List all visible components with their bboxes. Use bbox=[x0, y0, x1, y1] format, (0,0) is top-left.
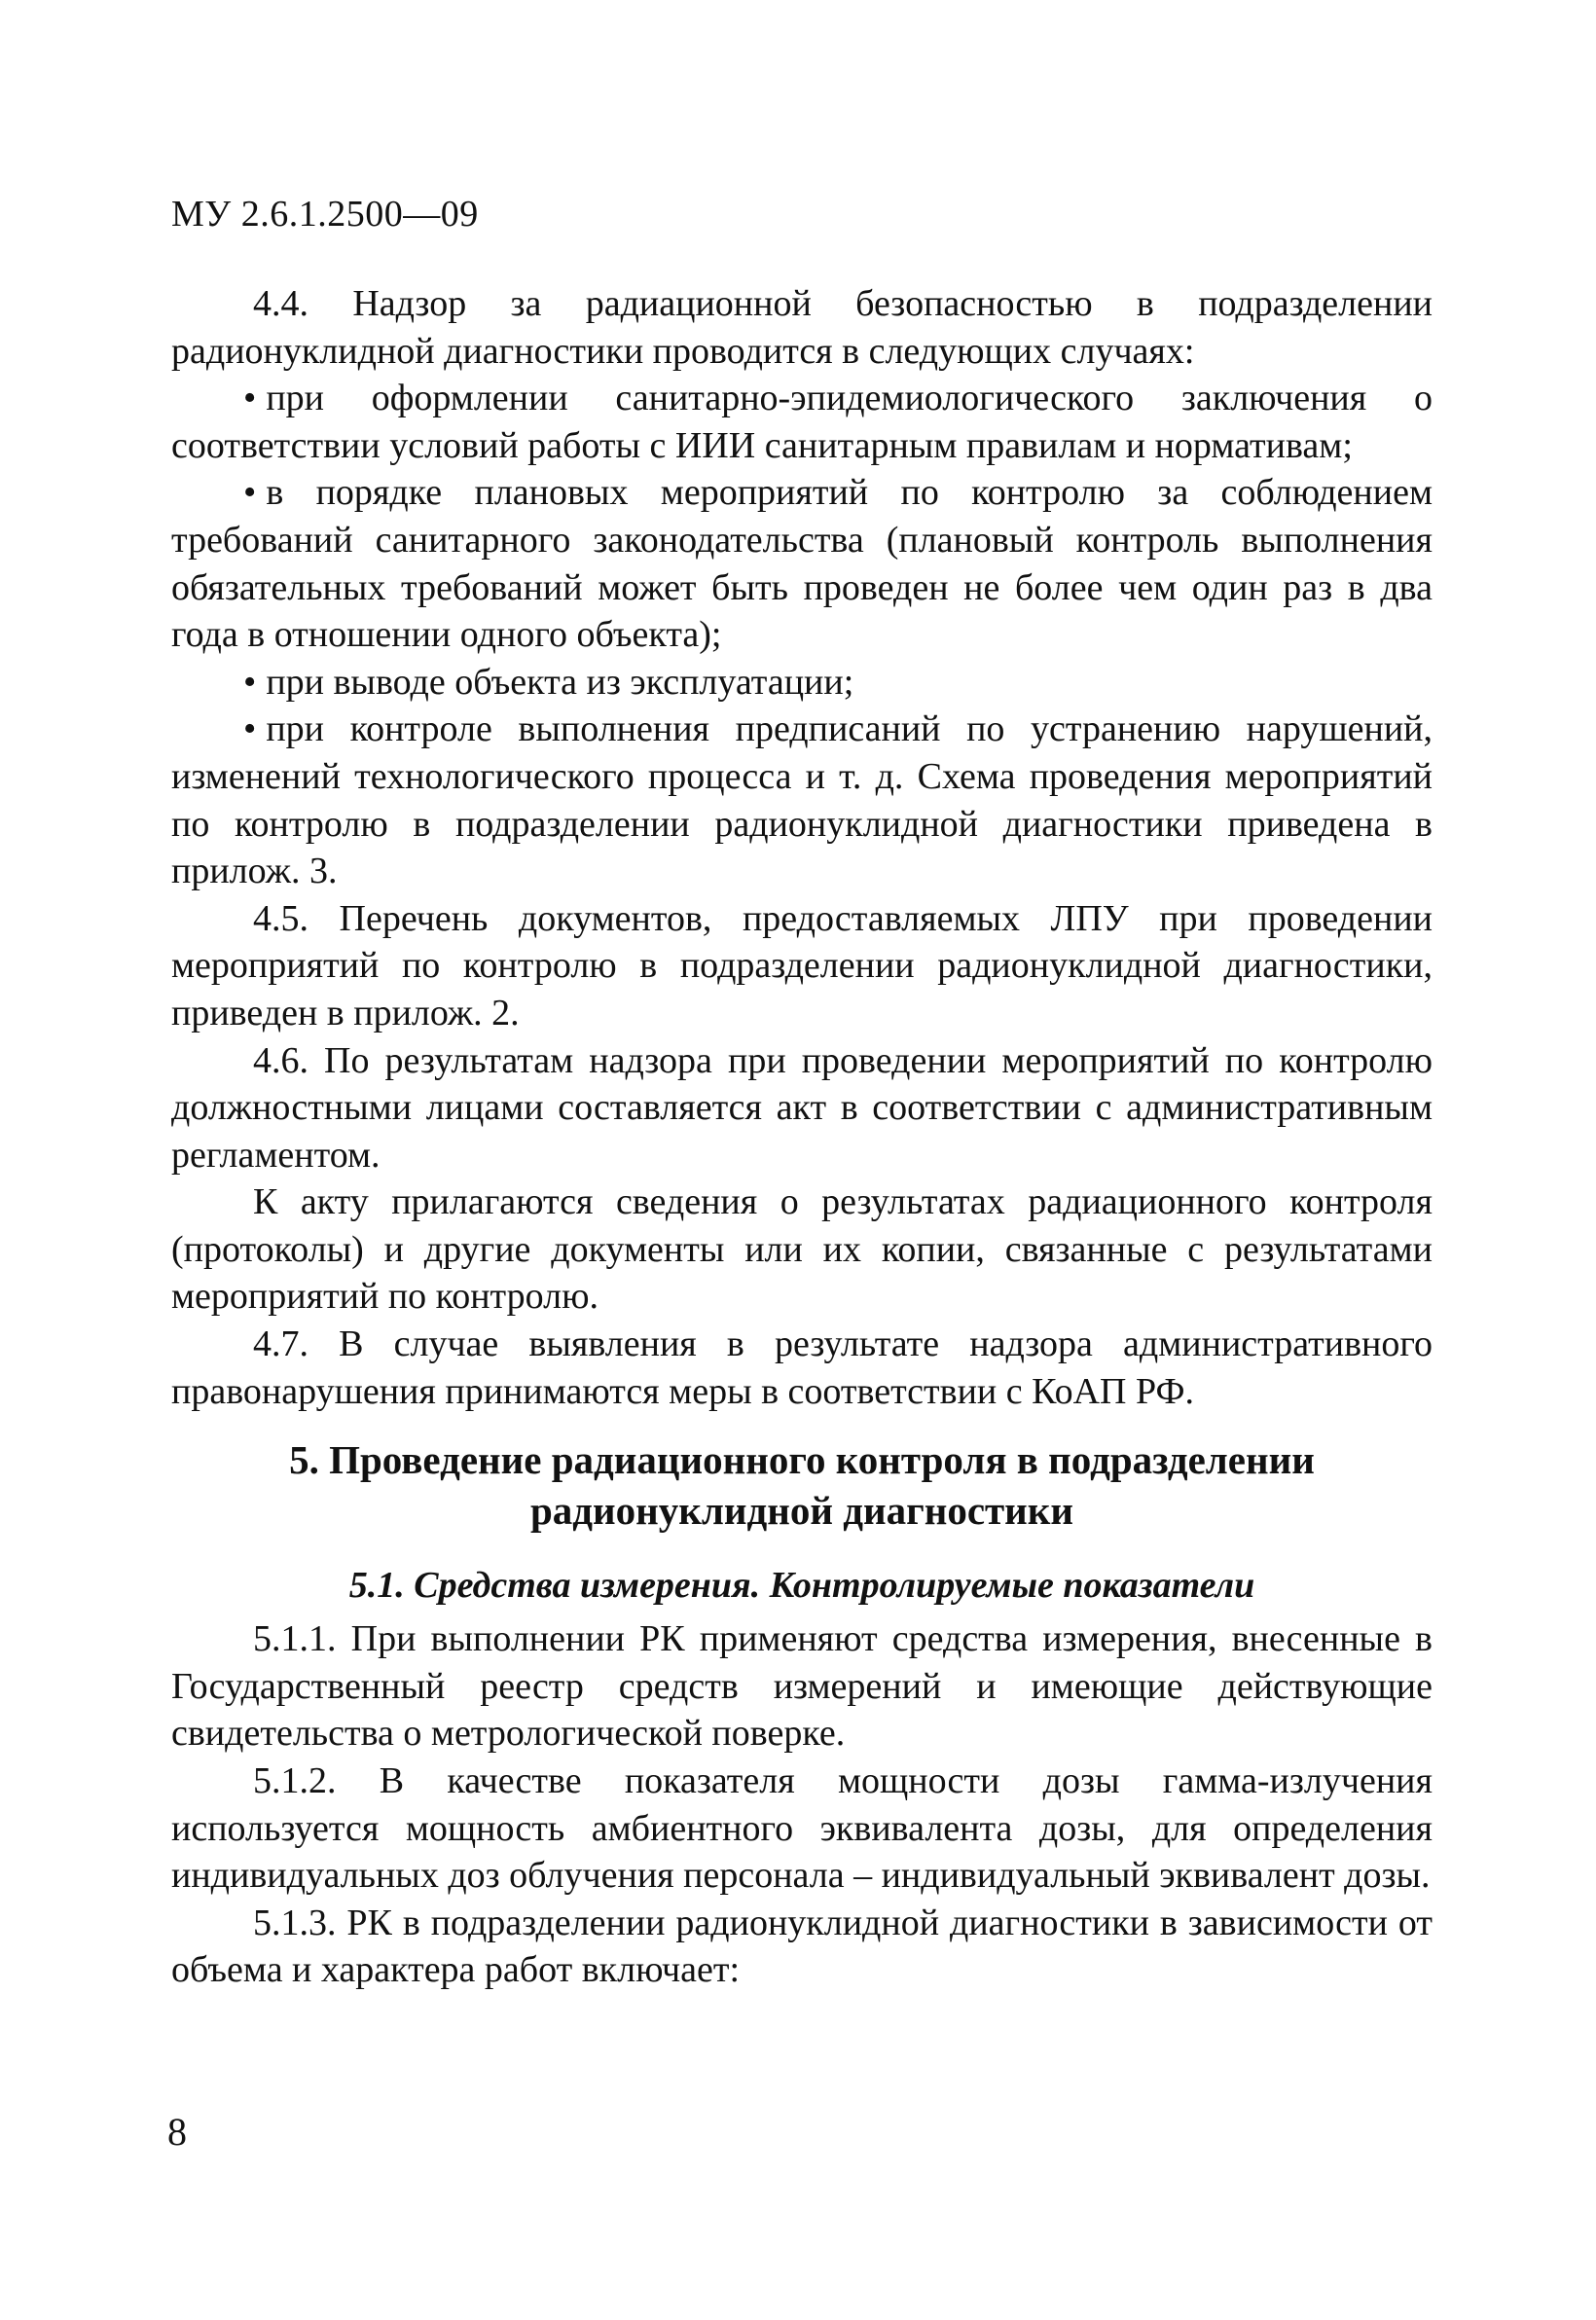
bullet-icon: • bbox=[243, 708, 257, 750]
bullet-text: в порядке плановых мероприятий по контролю за соблюдением требований санитарного законодательства (плановый контроль выполнения обязательных требований может быть проведен не более чем один раз в два года в отношении одного объекта); bbox=[171, 472, 1433, 656]
bullet-item bbox=[171, 469, 1433, 658]
subsection-5-1-title: 5.1. Средства измерения. Контролируемые показатели bbox=[348, 1565, 1255, 1607]
bullet-icon: • bbox=[243, 472, 257, 514]
paragraph-5-1-1: 5.1.1. При выполнении РК применяют средства измерения, внесенные в Государственный реестр средств измерений и имеющие действующие свидетельства о метрологической поверке. bbox=[171, 1618, 1433, 1755]
document-body bbox=[171, 280, 1433, 1994]
bullet-text: при выводе объекта из эксплуатации; bbox=[266, 661, 854, 703]
bullet-icon: • bbox=[243, 661, 257, 703]
paragraph-4-6: 4.6. По результатам надзора при проведении мероприятий по контролю должностными лицами составляется акт в соответствии с административным регламентом. bbox=[171, 1039, 1433, 1176]
document-code: МУ 2.6.1.2500—09 bbox=[171, 194, 479, 235]
paragraph-4-6-attachment: К акту прилагаются сведения о результатах радиационного контроля (протоколы) и другие документы или их копии, связанные с результатами мероприятий по контролю. bbox=[171, 1181, 1433, 1318]
paragraph-5-1-3: 5.1.3. РК в подразделении радионуклидной диагностики в зависимости от объема и характера работ включает: bbox=[171, 1902, 1433, 1991]
bullet-item bbox=[171, 375, 1433, 469]
paragraph-5-1-2: 5.1.2. В качестве показателя мощности дозы гамма-излучения используется мощность амбиентного эквивалента дозы, для определения индивидуальных доз облучения персонала – индивидуальный эквивалент дозы. bbox=[171, 1760, 1433, 1897]
bullet-item bbox=[171, 659, 1433, 707]
section-title-line: радионуклидной диагностики bbox=[529, 1488, 1074, 1534]
bullet-text: при оформлении санитарно-эпидемиологического заключения о соответствии условий работы с ИИИ санитарным правилам и нормативам; bbox=[171, 378, 1433, 466]
section-title-line: 5. Проведение радиационного контроля в подразделении bbox=[289, 1437, 1315, 1483]
section-5-title bbox=[171, 1434, 1433, 1536]
bullet-item bbox=[171, 706, 1433, 894]
paragraph-4-7: 4.7. В случае выявления в результате надзора административного правонарушения принимаются меры в соответствии с КоАП РФ. bbox=[171, 1323, 1433, 1412]
bullet-icon: • bbox=[243, 378, 257, 419]
paragraph-4-4: 4.4. Надзор за радиационной безопасностью в подразделении радионуклидной диагностики проводится в следующих случаях: bbox=[171, 283, 1433, 372]
bullet-text: при контроле выполнения предписаний по устранению нарушений, изменений технологического процесса и т. д. Схема проведения мероприятий по контролю в подразделении радионуклидной диагностики приведена в прилож. 3. bbox=[171, 708, 1433, 892]
paragraph-4-5: 4.5. Перечень документов, предоставляемых ЛПУ при проведении мероприятий по контролю в подразделении радионуклидной диагностики, приведен в прилож. 2. bbox=[171, 897, 1433, 1033]
page-number: 8 bbox=[167, 2110, 187, 2154]
